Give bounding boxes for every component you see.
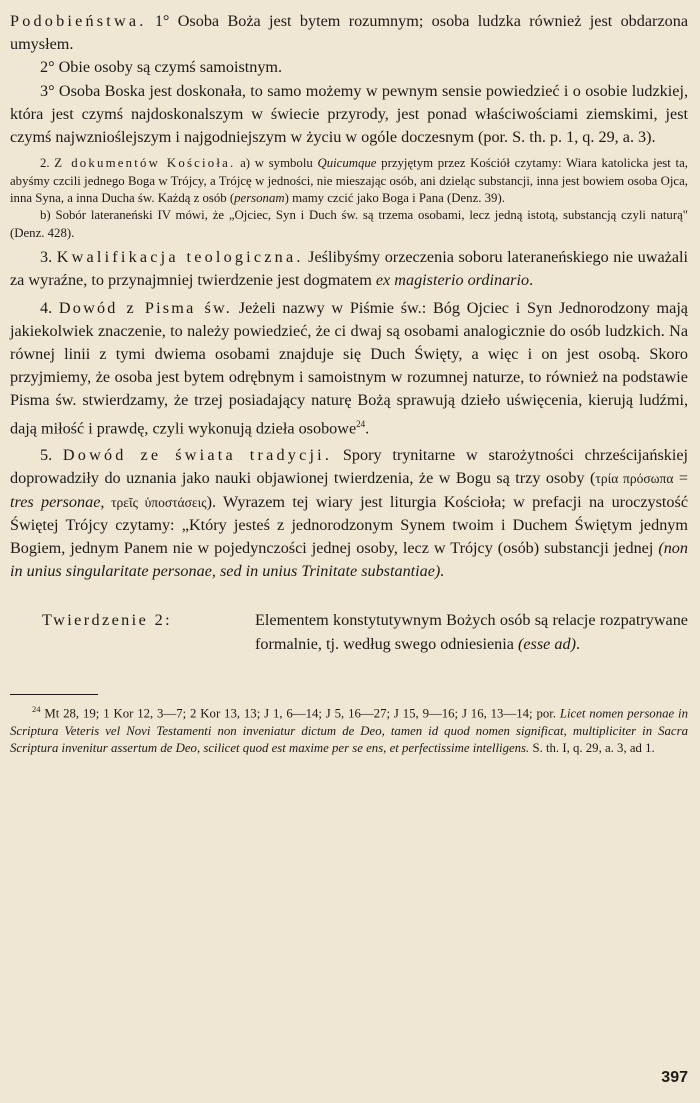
theorem-label: Twierdzenie 2: [42, 611, 172, 630]
footnote-mark: 24 [32, 703, 41, 714]
paragraph-proof-scripture: 4. Dowód z Pisma św. Jeżeli nazwy w Piśmie św.: Bóg Ojciec i Syn Jednorodzony mają jakiekolwiek znaczenie, to należy powiedzieć, że ci dwaj są osobami analogicznie do osób ludzkich. Na równej linii z tymi dwiema osobami znajduje się Duch Święty, a więc i on jest osobą. Skoro przyjmiemy, że osoba jest bytem odrębnym i samoistnym w rozumnej naturze, to również na podstawie Pisma św. stwierdzamy, że trzej posiadający naturę Bożą sprawują dzieło uświęcenia, kierują ludźmi, dają miłość i prawdę, czyli wykonują dzieła osobowe$^{24}$. [10, 298, 688, 438]
paragraph-proof-tradition: 5. Dowód ze świata tradycji. Spory trynitarne w starożytności chrześcijańskiej doprowadziły do uznania jako nauki objawionej twierdzenia, że w Bogu są trzy osoby (τρία πρόσωπα = tres personae, τρεῖς ὑποστάσεις). Wyrazem tej wiary jest liturgia Kościoła; w prefacji na uroczystość Świętej Trójcy czytamy: „Który jesteś z jednorodzonym Synem twoim i Duchem Świętym jednym Bogiem, jednym Panem nie w pojedynczości jednej osoby, lecz w Trójcy (osób) substancji jednej (non in unius singularitate personae, sed in unius Trinitate substantiae). [10, 446, 689, 581]
paragraph-similarities-1: Podobieństwa. 1° Osoba Boża jest bytem rozumnym; osoba ludzka również jest obdarzona umysłem. [10, 12, 688, 54]
paragraph-theological-qualification: 3. Kwalifikacja teologiczna. Jeślibyśmy orzeczenia soboru lateraneńskiego nie uważali za wyraźne, to przynajmniej twierdzenie jest dogmatem ex magisterio ordinario. [10, 248, 689, 290]
theorem-2 [10, 609, 688, 655]
footnote-ref: 24 [356, 418, 366, 429]
paragraph-similarities-3: 3° Osoba Boska jest doskonała, to samo możemy w pewnym sensie powiedzieć i o osobie ludzkiej, która jest czymś najdoskonalszym w świecie przyrody, jest ponad właściwościami ziemskimi, jest czymś najwznioślejszym i najgodniejszym w życiu w ogóle doczesnym (por. S. th. p. 1, q. 29, a. 3). [10, 81, 688, 147]
section-lead: Z dokumentów Kościoła. [54, 156, 236, 171]
footnote-divider [10, 694, 98, 695]
paragraph-lateran-council: b) Sobór lateraneński IV mówi, że „Ojciec, Syn i Duch św. są trzema osobami, lecz jedną istotą, substancją czyli naturą" (Denz. 428). [10, 208, 688, 240]
section-lead: Podobieństwa. [10, 12, 147, 30]
section-lead: Dowód ze świata tradycji. [62, 446, 333, 465]
paragraph-similarities-2: 2° Obie osoby są czymś samoistnym. [40, 58, 283, 77]
paragraph-church-documents: 2. Z dokumentów Kościoła. a) w symbolu Quicumque przyjętym przez Kościół czytamy: Wiara katolicka jest ta, abyśmy czcili jednego Boga w Trójcy, a Trójcę w jedności, nie mieszając osób, ani dzieląc substancji, inna jest bowiem osoba Ojca, inna Syna, a inna Ducha św. Każdą z osób (personam) mamy czcić jako Boga i Pana (Denz. 39). [10, 156, 688, 206]
section-lead: Kwalifikacja teologiczna. [56, 248, 304, 267]
footnote-24: $^{24}$ Mt 28, 19; 1 Kor 12, 3—7; 2 Kor 13, 13; J 1, 6—14; J 5, 16—27; J 15, 9—16; J 16, 13—14; por. Licet nomen personae in Scriptura Veteris vel Novi Testamenti non inveniatur dictum de Deo, tamen id quod nomen significat, multipliciter in Sacra Scriptura invenitur assertum de Deo, scilicet quod est maxime per se ens, et perfectissime intelligens. S. th. I, q. 29, a. 3, ad 1. [10, 703, 688, 756]
theorem-text: Elementem konstytutywnym Bożych osób są relacje rozpatrywane formalnie, tj. według swego odniesienia (esse ad). [255, 611, 688, 653]
section-lead: Dowód z Pisma św. [58, 298, 233, 317]
page-number: 397 [661, 1069, 688, 1086]
